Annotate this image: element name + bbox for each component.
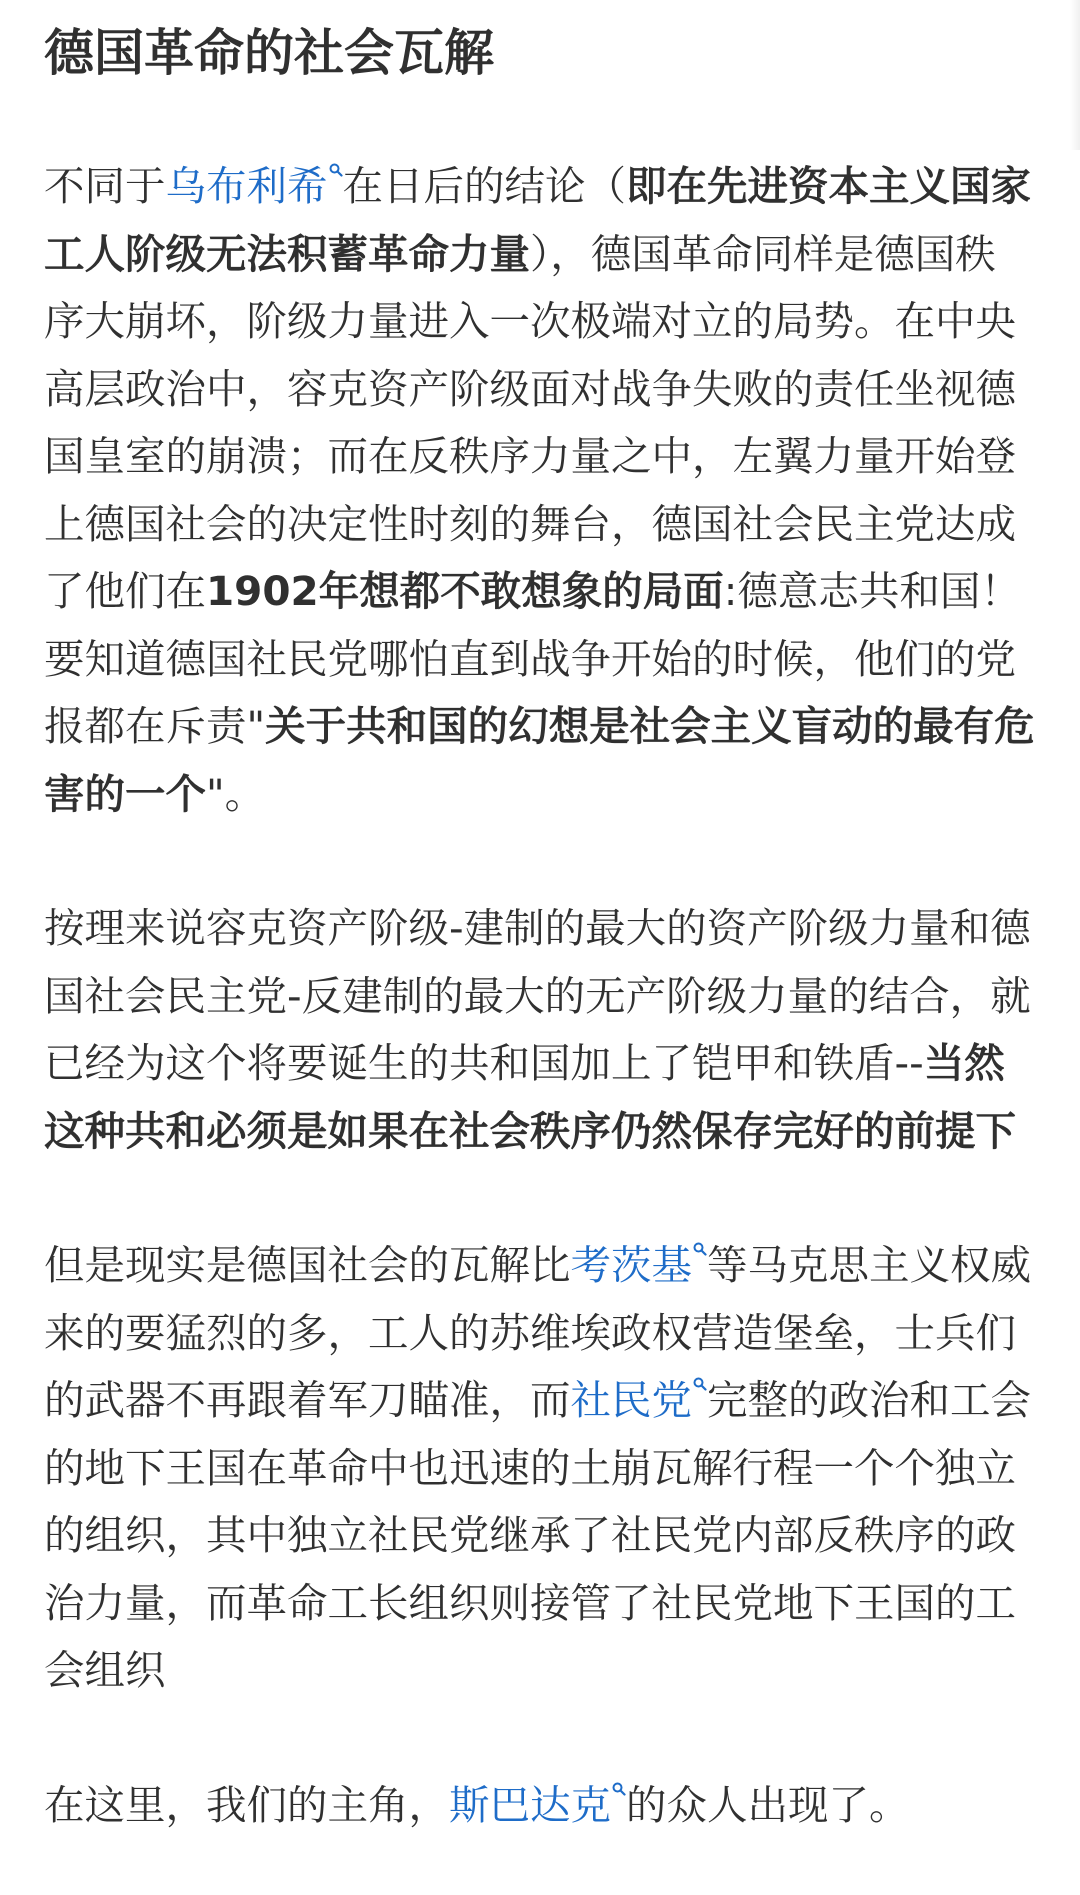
scrollbar-edge xyxy=(1070,0,1080,150)
link-kautsky[interactable]: 考茨基 xyxy=(570,1241,692,1289)
search-icon[interactable] xyxy=(329,163,343,185)
link-ulbricht[interactable]: 乌布利希 xyxy=(165,162,328,210)
paragraph-4 xyxy=(44,1772,1036,1840)
text: 不同于 xyxy=(44,162,166,210)
text: 完整的政治和工会的地下王国在革命中也迅速的土崩瓦解行程一个个独立的组织，其中独立社民党继承了社民党内部反秩序的政治力量，而革命工长组织则接管了社民党地下王国的工会组织 xyxy=(44,1376,1031,1694)
link-spd[interactable]: 社民党 xyxy=(570,1376,692,1424)
search-icon[interactable] xyxy=(693,1242,707,1264)
paragraph-3 xyxy=(44,1232,1036,1705)
text: 在日后的结论（ xyxy=(342,162,626,210)
text: :德意志共和国！要知道德国社民党哪怕直到战争开始的时候，他们的党报都在斥责" xyxy=(44,567,1021,750)
text: 的众人出现了。 xyxy=(626,1780,910,1829)
bold-text: 即在先进资本主义国家工人阶级无法积蓄革命力量 xyxy=(44,162,1031,278)
text: 按理来说容克资产阶级-建制的最大的资产阶级力量和德国社会民主党-反建制的最大的无产阶级力量的结合，就已经为这个将要诞生的共和国加上了铠甲和铁盾-- xyxy=(44,904,1031,1087)
text: "。 xyxy=(206,769,266,818)
search-icon[interactable] xyxy=(612,1782,626,1804)
text: ），德国革命同样是德国秩序大崩坏，阶级力量进入一次极端对立的局势。在中央高层政治中，容克资产阶级面对战争失败的责任坐视德国皇室的崩溃；而在反秩序力量之中，左翼力量开始登上德国社会的决定性时刻的舞台，德国社会民主党达成了他们在 xyxy=(44,229,1016,615)
text: 但是现实是德国社会的瓦解比 xyxy=(44,1241,571,1289)
bold-text: 1902年想都不敢想象的局面 xyxy=(206,567,724,615)
link-spartacus[interactable]: 斯巴达克 xyxy=(449,1780,611,1829)
bold-text: 当然这种共和必须是如果在社会秩序仍然保存完好的前提下 xyxy=(44,1039,1016,1155)
search-icon[interactable] xyxy=(693,1377,707,1399)
paragraph-2 xyxy=(44,895,1036,1165)
article xyxy=(44,0,1036,1839)
section-title: 德国革命的社会瓦解 xyxy=(44,24,494,82)
text: 等马克思主义权威来的要猛烈的多，工人的苏维埃政权营造堡垒，士兵们的武器不再跟着军刀瞄准，而 xyxy=(44,1241,1031,1424)
paragraph-1 xyxy=(44,153,1036,828)
text: 在这里，我们的主角， xyxy=(44,1780,449,1829)
bold-text: 关于共和国的幻想是社会主义盲动的最有危害的一个 xyxy=(44,702,1035,818)
